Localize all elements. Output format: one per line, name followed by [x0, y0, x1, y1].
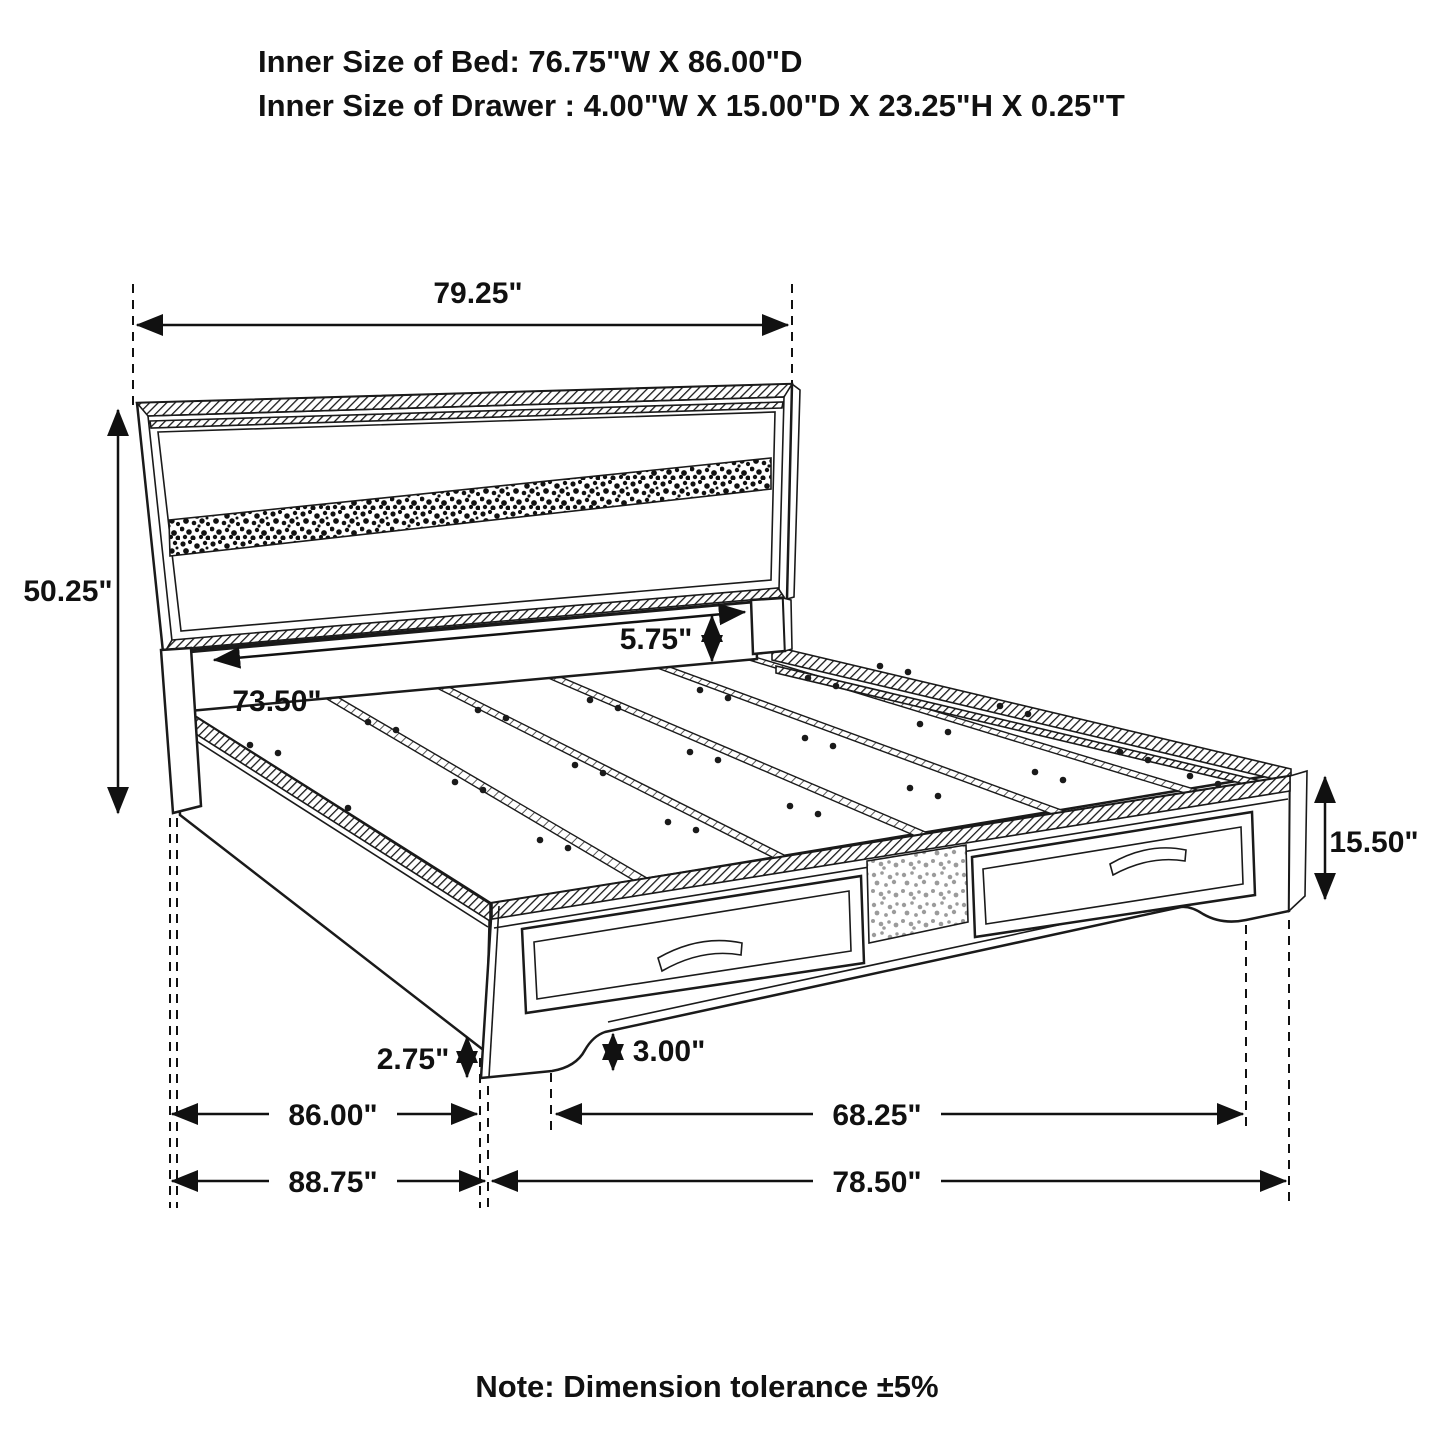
header-line-2: Inner Size of Drawer : 4.00"W X 15.00"D X 23.25"H X 0.25"T — [258, 88, 1125, 123]
dim-headboard-inner-width-label: 73.50" — [232, 685, 322, 718]
headboard-right-leg — [751, 598, 785, 654]
dim-headboard-height-label: 50.25" — [23, 575, 113, 608]
headboard-right-leg-side — [783, 598, 792, 651]
dim-foot-offset-label: 2.75" — [376, 1043, 450, 1076]
dim-footboard-height-label: 15.50" — [1329, 826, 1419, 859]
dim-side-rail-length-label: 86.00" — [288, 1099, 378, 1132]
dim-between-feet-label: 68.25" — [832, 1099, 922, 1132]
dim-overall-width-label: 79.25" — [433, 277, 523, 310]
dim-rail-height-label: 5.75" — [619, 623, 693, 656]
footboard-right-side — [1289, 771, 1307, 911]
dim-floor-clearance-label: 3.00" — [632, 1035, 706, 1068]
dim-footboard-width-label: 78.50" — [832, 1166, 922, 1199]
header-line-1: Inner Size of Bed: 76.75"W X 86.00"D — [258, 44, 803, 79]
dim-overall-depth-label: 88.75" — [288, 1166, 378, 1199]
note-text: Note: Dimension tolerance ±5% — [475, 1369, 939, 1404]
